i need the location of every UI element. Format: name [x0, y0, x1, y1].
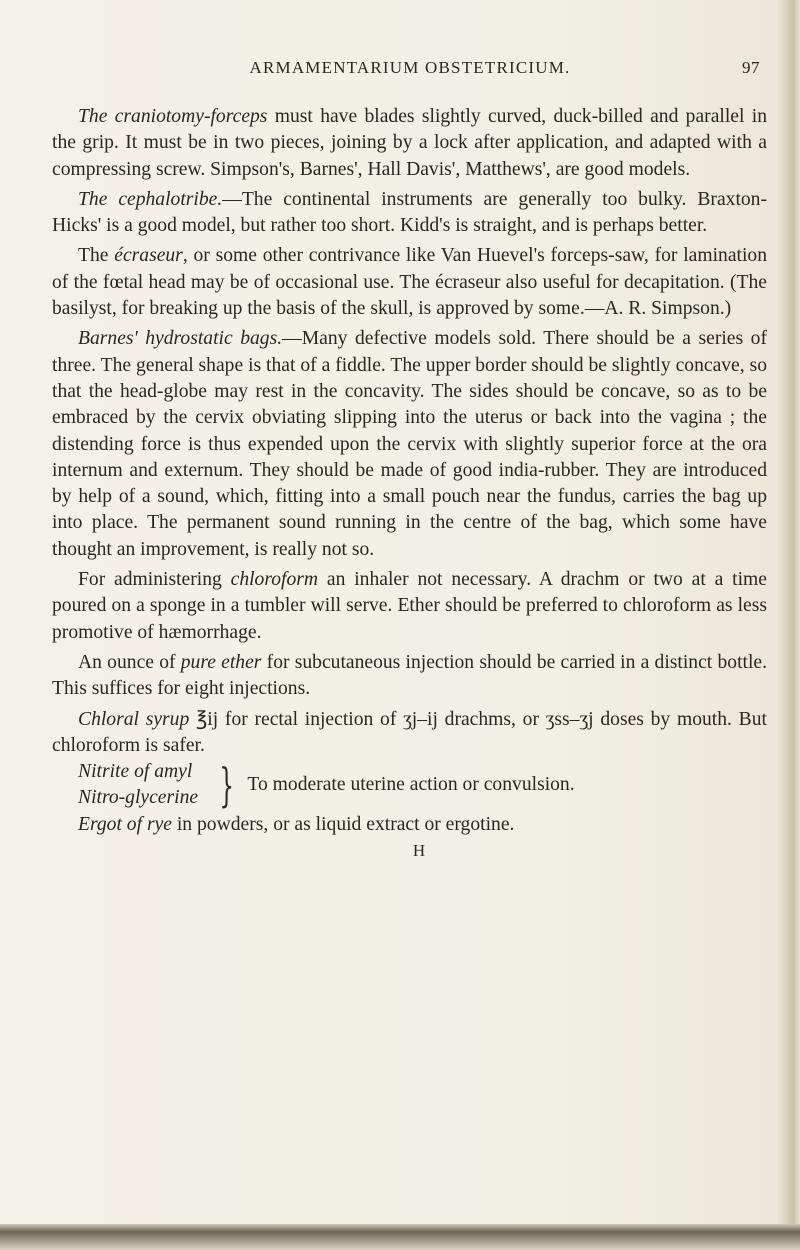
paragraph-text: ℥ij for rectal injection of ʒj–ij drachms, or ʒss–ʒj doses by mouth. But chloroform is safer.: [52, 708, 767, 756]
paragraph-craniotomy-forceps: [52, 104, 767, 183]
signature-mark: H: [412, 841, 427, 861]
term: chloroform: [230, 569, 319, 591]
brace-text: To moderate uterine action or convulsion.: [247, 774, 575, 796]
term: pure ether: [180, 651, 262, 673]
brace-group: [52, 759, 767, 812]
paragraph-pure-ether: [52, 650, 767, 703]
running-title: ARMAMENTARIUM OBSTETRICIUM.: [249, 58, 571, 77]
paragraph-text: must have blades slightly curved, duck-billed and parallel in the grip. It must be in two pieces, joining by a lock after application, and adapted with a compressing screw. Simpson's, Barnes', Hall Davis', Matthews', are good models.: [52, 106, 767, 180]
paragraph-text: —Many defective models sold. There should be a series of three. The general shape is that of a fiddle. The upper border should be slightly concave, so that the head-globe may rest in the concavity. The sides should be concave, so as to be embraced by the cervix obviating slipping into the uterus or back into the vagina ; the distending force is thus expended upon the cervix with slightly superior force at the ora internum and externum. They should be made of good india-rubber. They are introduced by help of a sound, which, fitting into a small pouch near the fundus, carries the bag up into place. The permanent sound running in the centre of the bag, which some have thought an improvement, is really not so.: [52, 328, 767, 560]
brace-item: Nitro-glycerine: [78, 787, 199, 809]
term: écraseur: [114, 245, 183, 267]
paragraph-chloroform: [52, 567, 767, 646]
paragraph-text: The: [78, 245, 115, 267]
paragraph-cephalotribe: [52, 187, 767, 240]
body-text: [52, 104, 767, 864]
paragraph-text: , or some other contrivance like Van Huevel's forceps-saw, for lamination of the fœtal head may be of occasional use. The écraseur also useful for decapitation. (The basilyst, for breaking up the basis of the skull, is approved by some.—A. R. Simpson.): [52, 245, 767, 320]
term: The craniotomy-forceps: [78, 106, 268, 127]
term: The cephalotribe.: [78, 188, 223, 210]
term: Chloral syrup: [78, 708, 190, 730]
paragraph-hydrostatic-bags: [52, 326, 767, 563]
paragraph-ergot: [52, 812, 767, 838]
paragraph-text: for subcutaneous injection should be carried in a distinct bottle. This suffices for eight injections.: [52, 651, 767, 700]
paragraph-text: —The continental instruments are generally too bulky. Braxton-Hicks' is a good model, but rather too short. Kidd's is straight, and is perhaps better.: [52, 188, 768, 237]
term: Barnes' hydrostatic bags.: [78, 328, 283, 350]
page-edge-bottom: [0, 1224, 800, 1250]
paragraph-chloral-syrup: [52, 707, 767, 760]
paragraph-text: an inhaler not necessary. A drachm or two at a time poured on a sponge in a tumbler will serve. Ether should be preferred to chloroform as less promotive of hæmorrhage.: [52, 569, 767, 643]
paragraph-text: For administering: [78, 569, 231, 591]
brace-items: [78, 759, 198, 812]
page-edge-right: [778, 0, 800, 1250]
curly-brace-icon: }: [219, 758, 235, 813]
page-number: 97: [742, 58, 760, 77]
paragraph-text: in powders, or as liquid extract or ergotine.: [171, 813, 515, 835]
paragraph-text: An ounce of: [78, 651, 181, 673]
term: Ergot of rye: [78, 813, 172, 835]
brace-item: Nitrite of amyl: [78, 761, 193, 783]
paragraph-ecraseur: [52, 243, 767, 322]
